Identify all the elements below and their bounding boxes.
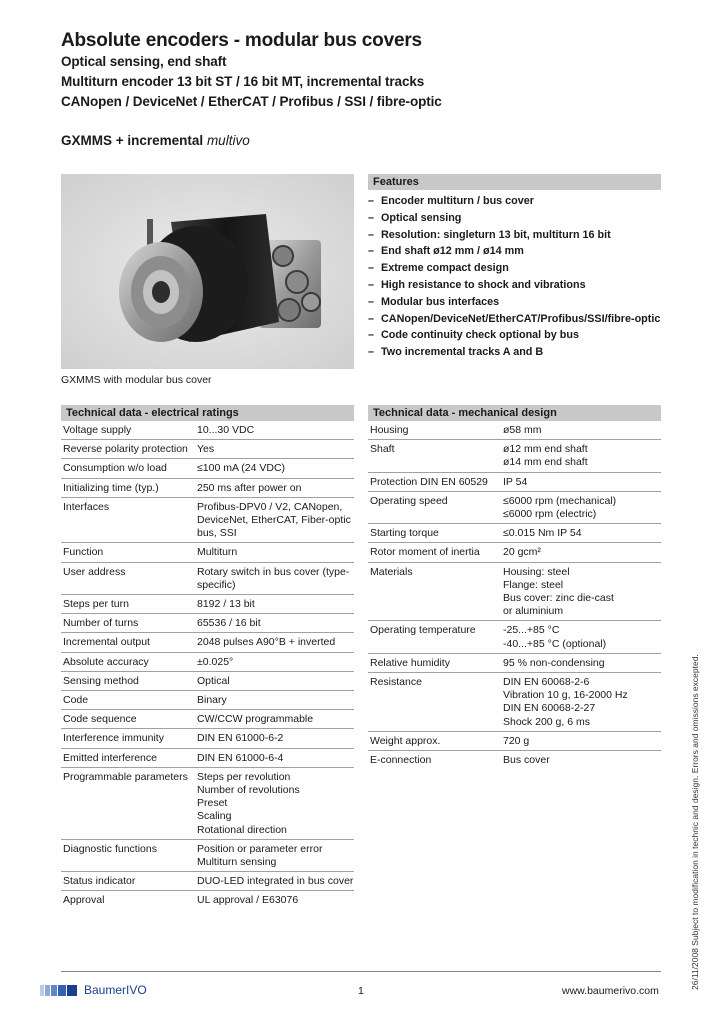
product-name <box>61 133 250 148</box>
row-label: Shaft <box>370 443 395 456</box>
row-label: Incremental output <box>63 636 150 649</box>
row-value: DIN EN 61000-6-2 <box>197 732 284 745</box>
table-row <box>368 492 661 524</box>
feature-item <box>368 229 661 243</box>
row-value: ±0.025° <box>197 655 234 668</box>
subtitle-sensing: Optical sensing, end shaft <box>61 54 227 69</box>
row-label: Reverse polarity protection <box>63 443 188 456</box>
row-value: UL approval / E63076 <box>197 894 299 907</box>
table-row <box>61 479 354 498</box>
row-label: Steps per turn <box>63 598 129 611</box>
feature-item <box>368 346 661 360</box>
row-label: Diagnostic functions <box>63 842 157 855</box>
logo-bar <box>58 985 66 996</box>
subtitle-resolution: Multiturn encoder 13 bit ST / 16 bit MT, incremental tracks <box>61 74 425 89</box>
bullet-dash: – <box>368 228 375 241</box>
row-label: Programmable parameters <box>63 770 188 783</box>
table-row <box>368 421 661 440</box>
row-label: Consumption w/o load <box>63 462 167 475</box>
row-label: Interference immunity <box>63 732 164 745</box>
table-row <box>368 621 661 653</box>
feature-text: Extreme compact design <box>381 262 509 275</box>
logo-bars <box>40 985 78 996</box>
row-value: ≤6000 rpm (mechanical) ≤6000 rpm (electric) <box>503 494 617 521</box>
row-label: Protection DIN EN 60529 <box>370 475 488 488</box>
table-row <box>368 543 661 562</box>
row-value: 8192 / 13 bit <box>197 598 255 611</box>
mechanical-design-table <box>368 405 661 769</box>
table-row <box>368 563 661 622</box>
table-row <box>61 691 354 710</box>
table-row <box>61 421 354 440</box>
row-value: 65536 / 16 bit <box>197 617 261 630</box>
subtitle-interfaces: CANopen / DeviceNet / EtherCAT / Profibus / SSI / fibre-optic <box>61 94 442 109</box>
table-row <box>61 633 354 652</box>
table-row <box>61 710 354 729</box>
feature-item <box>368 296 661 310</box>
row-value: 250 ms after power on <box>197 481 302 494</box>
row-value: Optical <box>197 674 230 687</box>
feature-text: Optical sensing <box>381 211 462 224</box>
row-value: DIN EN 60068-2-6 Vibration 10 g, 16-2000 Hz DIN EN 60068-2-27 Shock 200 g, 6 ms <box>503 676 628 728</box>
photo-caption: GXMMS with modular bus cover <box>61 374 212 386</box>
row-value: Position or parameter error Multiturn sensing <box>197 842 323 869</box>
table-row <box>61 768 354 840</box>
row-label: Resistance <box>370 676 422 689</box>
row-value: -25...+85 °C -40...+85 °C (optional) <box>503 624 607 650</box>
feature-item <box>368 212 661 226</box>
row-value: DIN EN 61000-6-4 <box>197 751 284 764</box>
feature-item <box>368 329 661 343</box>
disclaimer-note: 26/11/2008 Subject to modification in technic and design. Errors and omissions excepted. <box>690 654 700 990</box>
row-value: Housing: steel Flange: steel Bus cover: zinc die-cast or aluminium <box>503 565 614 618</box>
bullet-dash: – <box>368 245 375 258</box>
encoder-illustration <box>61 174 354 369</box>
logo-bar <box>51 985 57 996</box>
table-row <box>368 473 661 492</box>
row-label: Relative humidity <box>370 656 450 669</box>
footer-divider <box>61 971 661 972</box>
row-label: Initializing time (typ.) <box>63 481 159 494</box>
row-label: Absolute accuracy <box>63 655 149 668</box>
row-value: ≤100 mA (24 VDC) <box>197 462 286 475</box>
feature-text: Modular bus interfaces <box>381 295 500 308</box>
bullet-dash: – <box>368 329 375 342</box>
bullet-dash: – <box>368 346 375 359</box>
row-label: User address <box>63 565 126 578</box>
features-section <box>368 174 661 363</box>
document-header <box>61 30 681 112</box>
row-value: Binary <box>197 694 227 707</box>
feature-text: Resolution: singleturn 13 bit, multiturn 16 bit <box>381 228 611 241</box>
table-row <box>61 872 354 891</box>
row-value: 2048 pulses A90°B + inverted <box>197 636 336 649</box>
feature-text: Encoder multiturn / bus cover <box>381 195 534 207</box>
table-row <box>61 595 354 614</box>
table-row <box>368 524 661 543</box>
table-row <box>61 891 354 909</box>
bullet-dash: – <box>368 278 375 291</box>
row-value: Multiturn <box>197 546 238 559</box>
row-value: Profibus-DPV0 / V2, CANopen, DeviceNet, EtherCAT, Fiber-optic bus, SSI <box>197 500 351 540</box>
row-value: Rotary switch in bus cover (type-specific) <box>197 565 350 591</box>
feature-text: CANopen/DeviceNet/EtherCAT/Profibus/SSI/fibre-optic <box>381 312 661 325</box>
feature-item <box>368 195 661 209</box>
logo-bar <box>45 985 50 996</box>
row-label: Number of turns <box>63 617 139 630</box>
row-label: Code sequence <box>63 713 137 726</box>
electrical-ratings-table <box>61 405 354 910</box>
features-heading: Features <box>368 174 661 190</box>
row-label: Emitted interference <box>63 751 157 764</box>
row-label: Housing <box>370 424 409 436</box>
table-row <box>61 749 354 768</box>
mechanical-design-heading: Technical data - mechanical design <box>368 405 661 421</box>
page-number: 1 <box>358 985 364 997</box>
row-label: Starting torque <box>370 527 439 540</box>
table-row <box>61 563 354 595</box>
row-label: Status indicator <box>63 875 136 888</box>
bullet-dash: – <box>368 312 375 325</box>
feature-text: Two incremental tracks A and B <box>381 346 544 359</box>
table-row <box>61 440 354 459</box>
table-row <box>61 543 354 562</box>
row-value: ≤0.015 Nm IP 54 <box>503 527 582 540</box>
feature-item <box>368 245 661 259</box>
mechanical-design-rows <box>368 421 661 769</box>
table-row <box>61 672 354 691</box>
page-title: Absolute encoders - modular bus covers <box>61 30 422 51</box>
row-label: Operating speed <box>370 494 448 507</box>
row-label: Code <box>63 694 89 707</box>
table-row <box>368 440 661 472</box>
brand-name: BaumerIVO <box>84 983 147 997</box>
row-label: Operating temperature <box>370 624 476 637</box>
feature-text: High resistance to shock and vibrations <box>381 278 586 291</box>
website-link[interactable]: www.baumerivo.com <box>562 985 659 997</box>
row-value: CW/CCW programmable <box>197 713 314 726</box>
bullet-dash: – <box>368 295 375 308</box>
row-label: Weight approx. <box>370 734 441 747</box>
row-value: ø58 mm <box>503 424 542 436</box>
row-label: Approval <box>63 894 105 907</box>
features-list <box>368 195 661 360</box>
row-value: ø12 mm end shaft ø14 mm end shaft <box>503 443 588 469</box>
row-label: Sensing method <box>63 674 139 687</box>
table-row <box>368 751 661 769</box>
row-value: Yes <box>197 443 215 456</box>
table-row <box>61 498 354 544</box>
table-row <box>368 654 661 673</box>
feature-text: Code continuity check optional by bus <box>381 329 579 342</box>
table-row <box>61 729 354 748</box>
bullet-dash: – <box>368 211 375 224</box>
feature-item <box>368 279 661 293</box>
feature-item <box>368 262 661 276</box>
row-value: DUO-LED integrated in bus cover <box>197 875 354 888</box>
row-value: 10...30 VDC <box>197 424 255 436</box>
electrical-ratings-rows <box>61 421 354 910</box>
table-row <box>61 459 354 478</box>
row-value: Bus cover <box>503 754 550 767</box>
bullet-dash: – <box>368 262 375 275</box>
table-row <box>61 614 354 633</box>
table-row <box>61 840 354 872</box>
table-row <box>368 732 661 751</box>
row-label: Materials <box>370 565 413 578</box>
product-series: multivo <box>206 133 250 148</box>
feature-item <box>368 313 661 327</box>
logo-bar <box>40 985 44 996</box>
row-label: Rotor moment of inertia <box>370 546 480 559</box>
row-label: Interfaces <box>63 500 110 513</box>
row-value: 20 gcm² <box>503 546 541 559</box>
electrical-ratings-heading: Technical data - electrical ratings <box>61 405 354 421</box>
feature-text: End shaft ø12 mm / ø14 mm <box>381 245 524 258</box>
brand-logo <box>40 983 147 997</box>
table-row <box>368 673 661 732</box>
bullet-dash: – <box>368 195 375 207</box>
row-value: Steps per revolution Number of revolutions Preset Scaling Rotational direction <box>197 770 300 836</box>
product-model: GXMMS + incremental <box>61 133 204 148</box>
table-row <box>61 653 354 672</box>
product-photo <box>61 174 354 369</box>
row-label: Voltage supply <box>63 424 132 436</box>
row-value: IP 54 <box>503 475 528 488</box>
row-label: E-connection <box>370 754 432 767</box>
row-label: Function <box>63 546 104 559</box>
row-value: 720 g <box>503 734 530 747</box>
logo-bar <box>67 985 77 996</box>
row-value: 95 % non-condensing <box>503 656 605 669</box>
